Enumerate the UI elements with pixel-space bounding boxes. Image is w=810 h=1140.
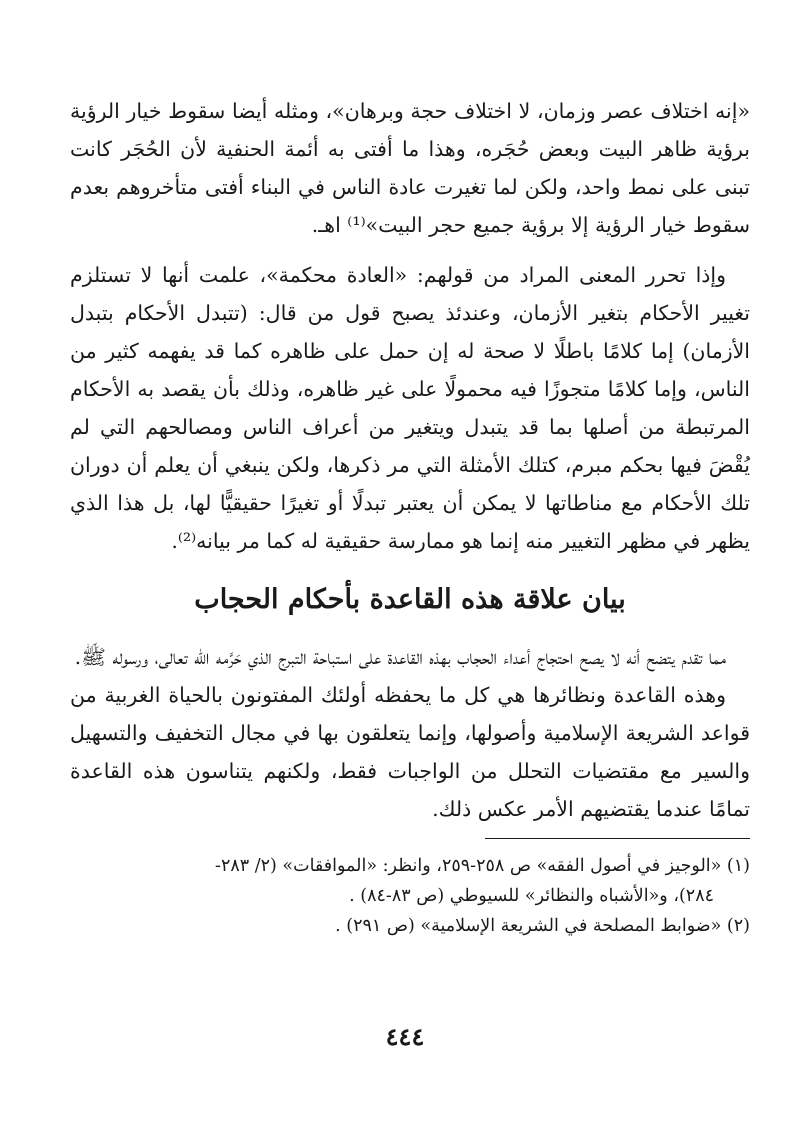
paragraph-adah-muhakkamah: وإذا تحرر المعنى المراد من قولهم: «العادة محكمة»، علمت أنها لا تستلزم تغيير الأحكام بتغير الأزمان، وعندئذ يصبح قول من قال: (تتبدل الأحكام بتبدل الأزمان) إما كلامًا باطلًا لا صحة له إن حمل على ظاهره كما قد يفهمه كثير من الناس، وإما كلامًا متجوزًا فيه محمولًا على غير ظاهره، وذلك بأن يقصد به الأحكام المرتبطة من أصلها بما قد يتبدل ويتغير من أعراف الناس ومصالحهم التي لم يُقْضَ فيها بحكم مبرم، كتلك الأمثلة التي مر ذكرها، ولكن ينبغي أن يعلم أن دوران تلك الأحكام مع مناطاتها لا يمكن أن يعتبر تبدلًا أو تغيرًا حقيقيًّا لها، بل هذا الذي يظهر في مظهر التغيير منه إنما هو ممارسة حقيقية له كما مر بيانه⁽²⁾. [70,263,750,553]
page-body [70,92,750,941]
paragraph-western-fascinated: وهذه القاعدة ونظائرها هي كل ما يحفظه أولئك المفتونون بالحياة الغربية من قواعد الشريعة الإسلامية وأصولها، وإنما يتعلقون بها في مجال التخفيف والتسهيل والسير مع مقتضيات التحلل من الواجبات فقط، ولكنهم يتناسون هذه القاعدة تمامًا عندما يقتضيهم الأمر عكس ذلك. [70,683,750,821]
section-heading: بيان علاقة هذه القاعدة بأحكام الحجاب [194,584,626,615]
paragraph-hijab-argument: مما تقدم يتضح أنه لا يصح احتجاج أعداء الحجاب بهذه القاعدة على استباحة التبرج الذي حَرَّمه الله تعالى، ورسوله ﷺ. [74,645,726,669]
footnote-1-line-1: (١) «الوجيز في أصول الفقه» ص ٢٥٨-٢٥٩، وانظر: «الموافقات» (٢/ ٢٨٣- [215,856,750,876]
footnote-2: (٢) «ضوابط المصلحة في الشريعة الإسلامية» (ص ٢٩١) . [335,916,750,936]
footnote-1-line-2: ٢٨٤)، و«الأشباه والنظائر» للسيوطي (ص ٨٣-٨٤) . [349,886,714,906]
page-number: ٤٤٤ [385,1022,425,1051]
footnote-1 [70,851,750,911]
paragraph-quote-continuation: «إنه اختلاف عصر وزمان، لا اختلاف حجة وبرهان»، ومثله أيضا سقوط خيار الرؤية برؤية ظاهر البيت وبعض حُجَره، وهذا ما أفتى به أئمة الحنفية لأن الحُجَر كانت تبنى على نمط واحد، ولكن لما تغيرت عادة الناس في البناء أفتى متأخروهم بعدم سقوط خيار الرؤية إلا برؤية جميع حجر البيت»⁽¹⁾ اهـ. [70,99,750,237]
footnote-separator [485,838,750,839]
